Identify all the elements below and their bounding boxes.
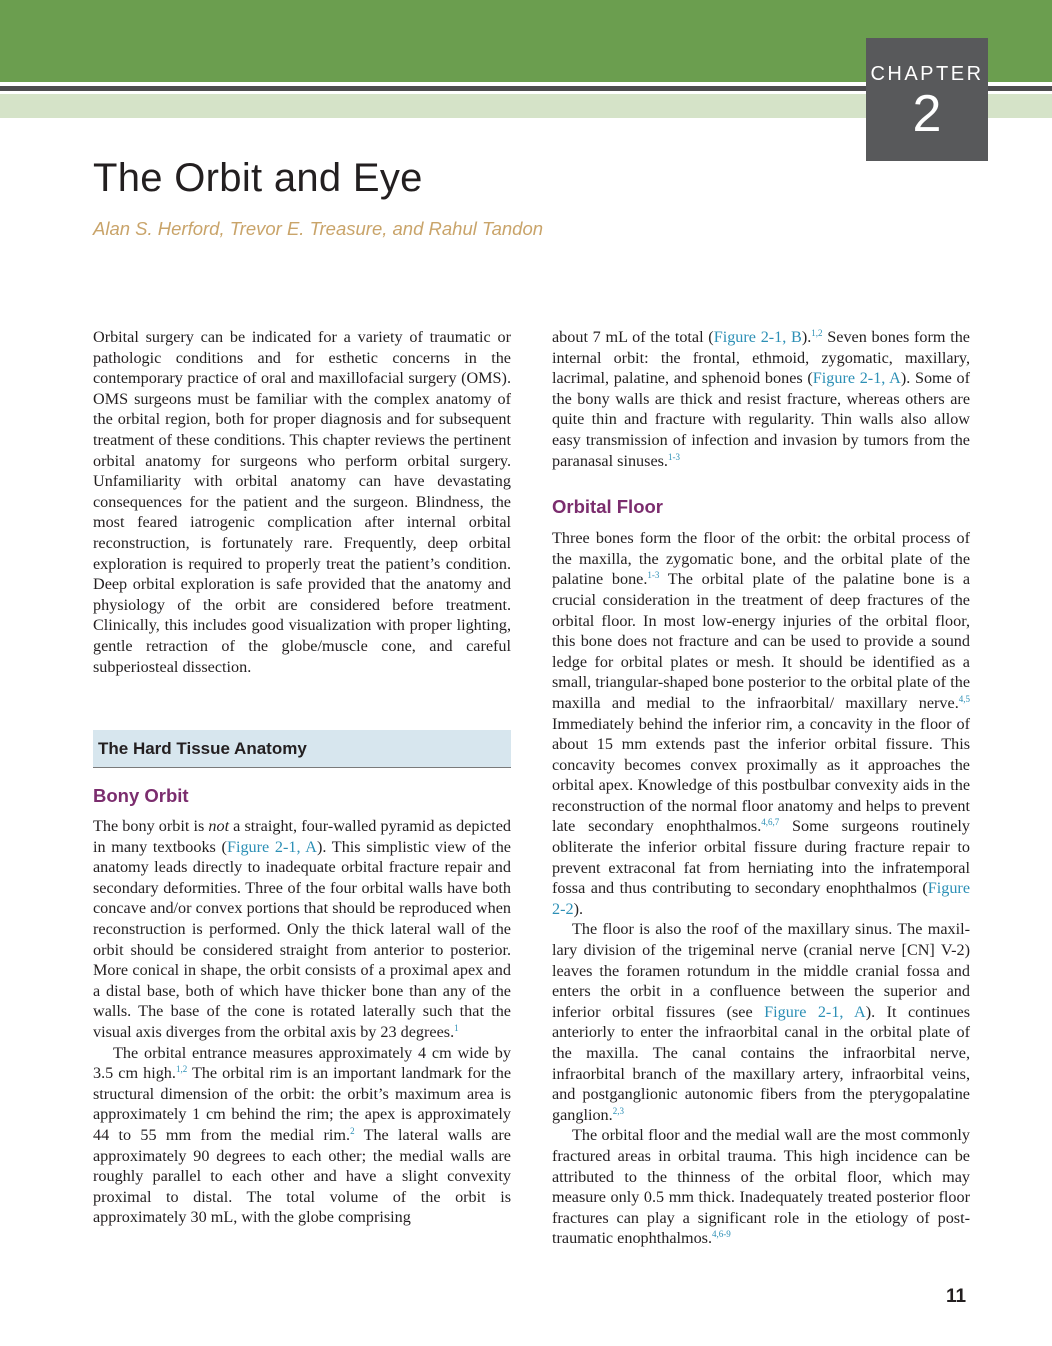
text-run: Immediately behind the inferior rim, a concavity in the floor of about 15 mm extends past the inferior orbital fissure. This concavity becomes convex proximally as it approaches the orbital apex. Knowledge of this postbulbar convexity aids in the reconstruction of the normal floor anatomy and helps to prevent late secondary enophthalmos. — [552, 714, 970, 836]
figure-link[interactable]: Figure 2-1, B — [713, 328, 802, 346]
citation-ref[interactable]: 1,2 — [175, 1064, 188, 1075]
text-run: ). It continues anteriorly to enter the infraorbital canal in the orbital plate of the maxilla. The canal contains the infraorbital nerve, infraorbital branch of the maxillary artery, infraorbital veins, and postganglionic autonomic fibers from the pterygopalatine ganglion. — [552, 1002, 970, 1124]
citation-ref[interactable]: 4,6,7 — [761, 817, 780, 828]
figure-link[interactable]: Figure 2-1, A — [764, 1002, 866, 1021]
text-run: The orbital floor and the medial wall are the most commonly fractured areas in orbital trauma. This high incidence can be attributed to the thinness of the orbital floor, which may measure only 0.5 mm thick. Inadequately treated posterior floor fractures can play a significant role in the etiology of post-traumatic enophthalmos. — [552, 1126, 970, 1248]
citation-ref[interactable]: 1,2 — [811, 328, 823, 338]
orbital-floor-paragraph-3 — [552, 1125, 970, 1249]
citation-ref[interactable]: 4,5 — [958, 693, 970, 704]
chapter-badge — [866, 38, 988, 161]
text-run: The lateral walls are approximately 90 degrees to each other; the medial walls are roughly parallel to each other and have a slight convexity proximal to distal. The total volume of the orbit is approximately 30 mL, with the globe comprising — [93, 1126, 511, 1227]
text-run: Seven bones form the internal orbit: the frontal, ethmoid, zygomatic, maxillary, lacrimal, palatine, and sphenoid bones ( — [552, 328, 970, 388]
text-run: about 7 mL of the total ( — [552, 328, 714, 346]
bony-orbit-paragraph-2 — [93, 1043, 511, 1228]
emphasis-text: not — [208, 817, 230, 836]
text-run: The orbital entrance measures approximately 4 cm wide by 3.5 cm high. — [93, 1043, 511, 1083]
chapter-title: The Orbit and Eye — [93, 156, 423, 200]
chapter-number: 2 — [912, 85, 942, 143]
text-run: The bony orbit is — [93, 817, 209, 836]
citation-ref[interactable]: 1 — [454, 1023, 459, 1034]
continued-paragraph — [552, 327, 970, 471]
text-run: a straight, four-walled pyramid as depicted in many textbooks ( — [93, 817, 511, 856]
subheading-bony-orbit: Bony Orbit — [93, 785, 189, 807]
chapter-label: CHAPTER — [870, 63, 984, 85]
orbital-floor-paragraph-2 — [552, 919, 970, 1125]
text-run: The orbital rim is an important landmark for the structural dimension of the orbit: the orbit’s maximum area is approximately 1 cm behind the rim; the apex is approximately 44 to 55 mm from the medial rim. — [93, 1064, 512, 1144]
citation-ref[interactable]: 4,6-9 — [712, 1229, 731, 1240]
text-run: Some surgeons routinely obliterate the inferior orbital fissure during fracture repair to prevent extraconal fat from herniating into the infratemporal fossa and thus contributing to secondary enophthalmos ( — [552, 817, 970, 898]
citation-ref[interactable]: 1-3 — [647, 570, 660, 581]
chapter-authors: Alan S. Herford, Trevor E. Treasure, and Rahul Tandon — [93, 218, 544, 239]
text-run: Three bones form the floor of the orbit: the orbital process of the maxilla, the zygomatic bone, and the orbital plate of the palatine bone. — [552, 529, 970, 589]
right-column — [552, 327, 970, 1249]
citation-ref[interactable]: 2,3 — [612, 1105, 624, 1116]
page-number: 11 — [946, 1286, 967, 1307]
section-heading: The Hard Tissue Anatomy — [93, 730, 511, 768]
figure-link[interactable]: Figure 2-1, A — [226, 837, 317, 856]
text-run: ). — [573, 899, 584, 918]
intro-paragraph: Orbital surgery can be indicated for a variety of traumatic or pathologic conditions and for esthetic concerns in the contemporary practice of oral and maxillofacial surgery (OMS). OMS surgeons must be familiar with the complex anatomy of the orbital region, both for proper diagnosis and for subsequent treatment of these conditions. This chapter reviews the pertinent orbital anatomy for surgeons who perform orbital surgery. Unfamiliarity with orbital anatomy can have devastating consequences for the patient and the surgeon. Blindness, the most feared iatrogenic complication after internal orbital reconstruction, is fortunately rare. Frequently, deep orbital exploration is required to properly treat the patient’s condition. Deep orbital exploration is safe provided that the anatomy and physiology of the orbit are considered before treatment. Clinically, this includes good visualization with proper lighting, gentle retraction of the globe/muscle cone, and careful subperiosteal dissection. — [93, 328, 511, 676]
figure-link[interactable]: Figure 2-1, A — [812, 369, 901, 388]
text-run: ). Some of the bony walls are thick and resist fracture, whereas others are quite thin and fracture with regularity. Thin walls also allow easy transmission of infection and invasion by tumors from the paranasal sinuses. — [552, 369, 970, 470]
text-run: The floor is also the roof of the maxillary sinus. The maxillary division of the trigeminal nerve (cranial nerve [CN] V-2) leaves the foramen rotundum in the middle cranial fossa and enters the orbit in a confluence between the superior and inferior orbital fissures (see — [552, 920, 970, 1021]
figure-link[interactable]: Figure 2-2 — [552, 879, 970, 918]
orbital-floor-paragraph-1 — [552, 528, 970, 919]
citation-ref[interactable]: 1-3 — [667, 451, 680, 462]
text-run: ). — [801, 328, 812, 346]
text-run: The orbital plate of the palatine bone is a crucial consideration in the treatment of deep fractures of the orbital floor. In most low-energy injuries of the orbital floor, this bone does not fracture and can be used to provide a sound ledge for orbital plates or mesh. It should be identified as a small, triangular-shaped bone posterior to the orbital plate of the maxilla and medial to the infraorbital/ maxillary nerve. — [552, 570, 970, 712]
bony-orbit-paragraph-1 — [93, 816, 511, 1043]
left-column — [93, 327, 511, 1228]
citation-ref[interactable]: 2 — [350, 1126, 355, 1136]
subheading-orbital-floor: Orbital Floor — [552, 496, 663, 518]
text-run: ). This simplistic view of the anatomy leads directly to inadequate orbital fracture repair and secondary deformities. Three of the four orbital walls have both concave and/or convex portions that should be reproduced when reconstruction is performed. Only the thick lateral wall of the orbit should be considered straight from anterior to posterior. More conical in shape, the orbit consists of a proximal apex and a distal base, both of which have thicker bone than any of the walls. The base of the cone is rotated laterally such that the visual axis diverges from the orbital axis by 23 degrees. — [93, 837, 511, 1042]
